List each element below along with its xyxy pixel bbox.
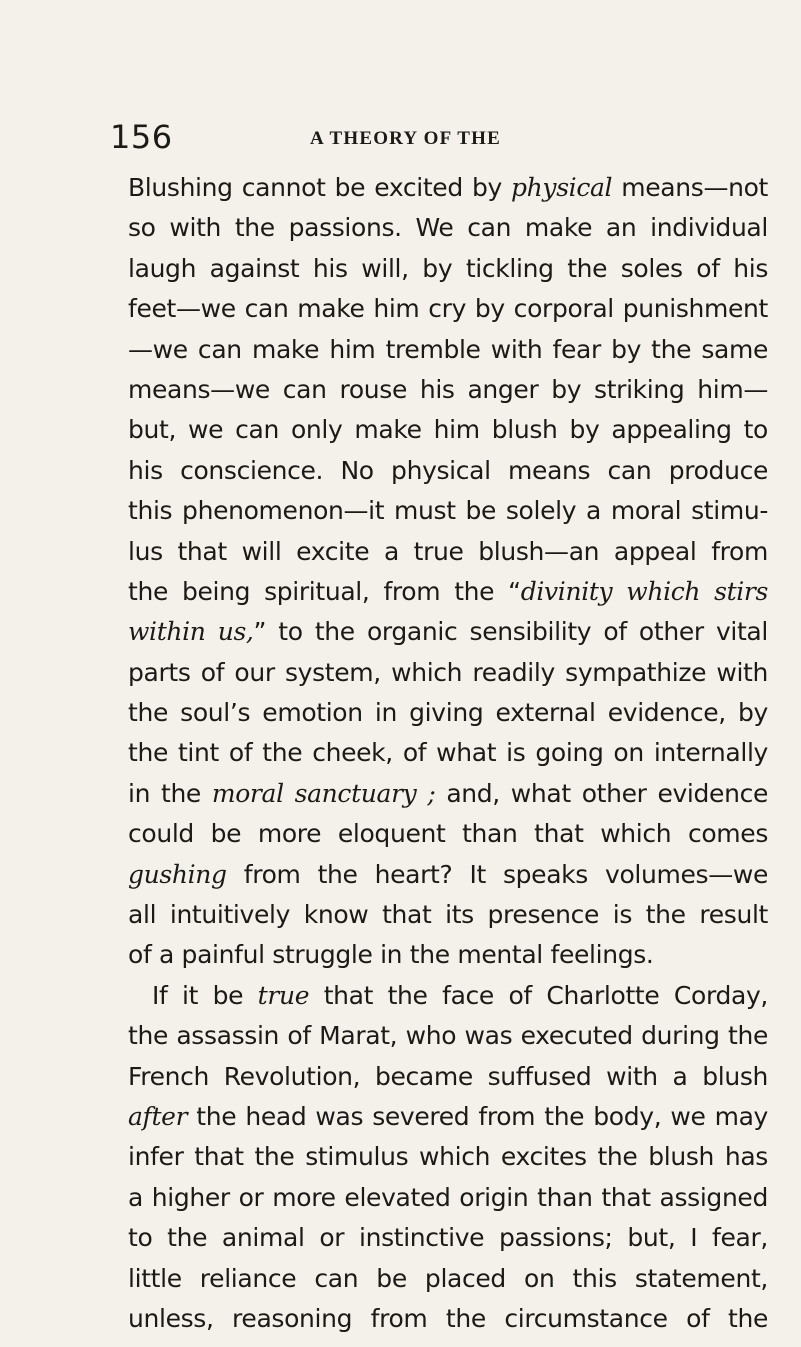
text-line-2 [128,208,768,248]
text-run: all intuitively know that its presence is the result [128,900,768,930]
text-run: the soul’s emotion in giving external evidence, by [128,698,768,728]
text-line-7 [128,410,768,450]
text-run: in the [128,778,212,808]
text-line-26 [128,1178,768,1218]
text-run: so with the passions. We can make an individual [128,213,768,243]
text-line-28 [128,1259,768,1299]
text-line-17 [128,814,768,854]
italic-run: divinity which stirs [520,576,768,606]
text-line-20 [128,935,768,975]
text-run: means—we can rouse his anger by striking him— [128,374,768,404]
text-run: could be more eloquent than that which comes [128,819,768,849]
italic-run: moral sanctuary ; [211,778,436,808]
text-run: of a painful struggle in the mental feelings. [128,940,654,970]
italic-run: gushing [128,859,227,889]
body-text [128,168,768,1339]
text-run: feet—we can make him cry by corporal punishment [128,294,768,324]
text-run: Blushing cannot be excited by [128,173,512,202]
text-line-21 [128,976,768,1016]
text-line-27 [128,1218,768,1258]
text-line-1 [128,168,768,208]
text-run: a higher or more elevated origin than that assigned [128,1182,768,1212]
text-line-19 [128,895,768,935]
page-number: 156 [110,118,173,156]
text-line-4 [128,289,768,329]
text-line-13 [128,653,768,693]
text-line-12 [128,612,768,652]
text-run: his conscience. No physical means can produce [128,455,768,485]
text-run: that the face of Charlotte Corday, [309,980,768,1010]
text-run: the head was severed from the body, we may [187,1101,768,1131]
text-run: If it be [152,980,258,1010]
text-run: this phenomenon—it must be solely a moral stimu- [128,496,768,526]
text-line-23 [128,1057,768,1097]
italic-run: physical [511,173,613,202]
text-run: to the animal or instinctive passions; but, I fear, [128,1223,768,1253]
text-line-5 [128,330,768,370]
text-line-6 [128,370,768,410]
text-line-8 [128,451,768,491]
text-run: little reliance can be placed on this statement, [128,1263,768,1293]
text-run: the tint of the cheek, of what is going on internally [128,738,768,768]
text-line-16 [128,774,768,814]
text-line-29 [128,1299,768,1339]
text-line-18 [128,855,768,895]
text-run: laugh against his will, by tickling the soles of his [128,253,768,283]
text-line-11 [128,572,768,612]
text-run: infer that the stimulus which excites the blush has [128,1142,768,1172]
text-line-3 [128,249,768,289]
text-run: the assassin of Marat, who was executed during the [128,1021,768,1051]
text-line-14 [128,693,768,733]
text-run: —we can make him tremble with fear by the same [128,334,768,364]
text-run: but, we can only make him blush by appealing to [128,415,768,445]
text-run: unless, reasoning from the circumstance of the [128,1303,768,1333]
italic-run: true [257,980,310,1010]
text-run: means—not [612,173,768,202]
italic-run: after [128,1101,188,1131]
running-head-title: A THEORY OF THE [310,128,502,149]
text-run: lus that will excite a true blush—an appeal from [128,536,768,566]
text-run: French Revolution, became suffused with a blush [128,1061,768,1091]
italic-run: within us, [128,617,254,647]
text-line-24 [128,1097,768,1137]
text-run: ” to the organic sensibility of other vital [253,617,769,647]
text-line-9 [128,491,768,531]
text-line-22 [128,1016,768,1056]
text-run: the being spiritual, from the “ [128,576,521,606]
text-run: and, what other evidence [435,778,768,808]
text-run: from the heart? It speaks volumes—we [226,859,768,889]
text-line-10 [128,532,768,572]
text-run: parts of our system, which readily sympathize with [128,657,768,687]
text-line-25 [128,1137,768,1177]
text-line-15 [128,733,768,773]
running-head [110,118,670,158]
